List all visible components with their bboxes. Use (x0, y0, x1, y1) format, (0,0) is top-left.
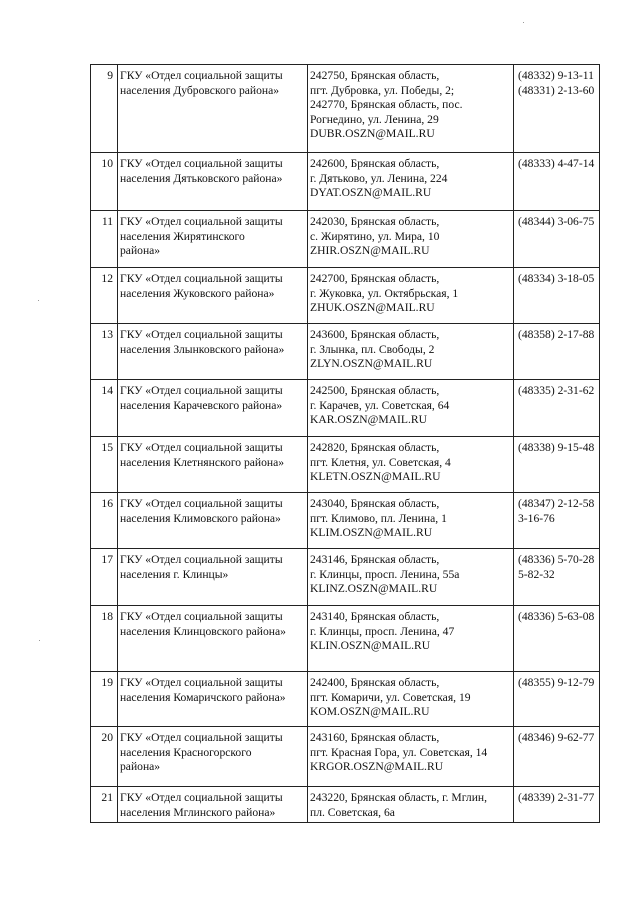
table-row (91, 65, 600, 153)
office-name-line: населения Клетнянского района» (120, 455, 285, 469)
email-address: KLIN.OSZN@MAIL.RU (310, 639, 431, 653)
office-name-line: ГКУ «Отдел социальной защиты (120, 328, 283, 341)
scan-speck (523, 22, 524, 23)
office-name-line: ГКУ «Отдел социальной защиты (120, 272, 283, 285)
phone-number: (48344) 3-06-75 (518, 215, 595, 228)
office-name-line: населения Дятьковского района» (120, 171, 283, 185)
office-name-line: населения Мглинского района» (120, 805, 276, 819)
phone-cell (514, 268, 600, 324)
office-name-cell (118, 324, 308, 380)
table-row (91, 549, 600, 606)
address-cell (308, 787, 514, 823)
office-name-line: района» (120, 244, 161, 258)
office-name-line: ГКУ «Отдел социальной защиты (120, 553, 283, 566)
table-row (91, 324, 600, 380)
office-name-cell (118, 437, 308, 493)
phone-cell (514, 380, 600, 437)
office-name-line: населения Красногорского (120, 745, 252, 759)
office-name-cell (118, 787, 308, 823)
address-line: 243040, Брянская область, (310, 497, 440, 510)
table-row (91, 493, 600, 549)
address-cell (308, 268, 514, 324)
address-cell (308, 211, 514, 268)
address-line: 242750, Брянская область, (310, 69, 440, 82)
table-row (91, 268, 600, 324)
table-body (91, 65, 600, 823)
address-line: пл. Советская, 6а (310, 805, 395, 819)
phone-number: (48355) 9-12-79 (518, 676, 595, 689)
table-row (91, 606, 600, 672)
address-line: с. Жирятино, ул. Мира, 10 (310, 229, 440, 243)
office-name-cell (118, 211, 308, 268)
row-number: 16 (91, 493, 118, 549)
office-name-cell (118, 153, 308, 211)
office-name-line: населения Комаричского района» (120, 690, 286, 704)
email-address: ZHIR.OSZN@MAIL.RU (310, 244, 430, 258)
office-name-line: населения Злынковского района» (120, 342, 285, 356)
table-row (91, 211, 600, 268)
row-number: 9 (91, 65, 118, 153)
office-name-line: ГКУ «Отдел социальной защиты (120, 731, 283, 744)
address-cell (308, 727, 514, 787)
phone-cell (514, 493, 600, 549)
address-line: г. Жуковка, ул. Октябрьская, 1 (310, 286, 459, 300)
address-cell (308, 606, 514, 672)
address-line: 242700, Брянская область, (310, 272, 440, 285)
address-cell (308, 672, 514, 727)
address-line: Рогнедино, ул. Ленина, 29 (310, 112, 439, 126)
social-protection-offices-table (90, 64, 600, 823)
row-number: 13 (91, 324, 118, 380)
office-name-line: района» (120, 760, 161, 774)
phone-number: (48336) 5-70-28 5-82-32 (518, 553, 595, 581)
address-cell (308, 549, 514, 606)
phone-number: (48332) 9-13-11 (518, 69, 594, 82)
phone-number: (48334) 3-18-05 (518, 272, 595, 285)
table-row (91, 153, 600, 211)
office-name-line: населения Жуковского района» (120, 286, 275, 300)
scan-speck (39, 640, 40, 641)
email-address: ZLYN.OSZN@MAIL.RU (310, 357, 433, 371)
phone-cell (514, 211, 600, 268)
address-cell (308, 493, 514, 549)
phone-number: (48347) 2-12-58 3-16-76 (518, 497, 595, 525)
row-number: 17 (91, 549, 118, 606)
address-line: пгт. Комаричи, ул. Советская, 19 (310, 690, 471, 704)
office-name-cell (118, 493, 308, 549)
office-name-line: населения Карачевского района» (120, 398, 283, 412)
address-line: 243146, Брянская область, (310, 553, 440, 566)
address-line: пгт. Красная Гора, ул. Советская, 14 (310, 745, 488, 759)
email-address: ZHUK.OSZN@MAIL.RU (310, 301, 435, 315)
phone-cell (514, 437, 600, 493)
address-line: 242770, Брянская область, пос. (310, 98, 463, 112)
address-line: пгт. Клетня, ул. Советская, 4 (310, 455, 451, 469)
office-name-line: населения Климовского района» (120, 511, 281, 525)
email-address: KLETN.OSZN@MAIL.RU (310, 470, 441, 484)
address-line: 243600, Брянская область, (310, 328, 440, 341)
address-cell (308, 437, 514, 493)
table-row (91, 727, 600, 787)
address-line: г. Карачев, ул. Советская, 64 (310, 398, 450, 412)
office-name-line: ГКУ «Отдел социальной защиты (120, 791, 283, 804)
phone-cell (514, 606, 600, 672)
office-name-cell (118, 549, 308, 606)
phone-number: (48338) 9-15-48 (518, 441, 595, 454)
address-line: 243140, Брянская область, (310, 610, 440, 623)
address-line: г. Клинцы, просп. Ленина, 47 (310, 624, 455, 638)
phone-cell (514, 549, 600, 606)
row-number: 14 (91, 380, 118, 437)
address-line: пгт. Климово, пл. Ленина, 1 (310, 511, 447, 525)
email-address: DUBR.OSZN@MAIL.RU (310, 127, 435, 141)
office-name-line: населения Дубровского района» (120, 83, 280, 97)
address-line: 243160, Брянская область, (310, 731, 440, 744)
email-address: KOM.OSZN@MAIL.RU (310, 705, 430, 719)
table-row (91, 437, 600, 493)
phone-cell (514, 153, 600, 211)
address-line: 242820, Брянская область, (310, 441, 440, 454)
office-name-line: населения Клинцовского района» (120, 624, 286, 638)
office-name-line: ГКУ «Отдел социальной защиты (120, 215, 283, 228)
row-number: 15 (91, 437, 118, 493)
table-row (91, 380, 600, 437)
office-name-line: ГКУ «Отдел социальной защиты (120, 441, 283, 454)
phone-cell (514, 787, 600, 823)
phone-number: (48335) 2-31-62 (518, 384, 595, 397)
office-name-cell (118, 727, 308, 787)
address-line: 242400, Брянская область, (310, 676, 440, 689)
address-line: 242030, Брянская область, (310, 215, 440, 228)
address-cell (308, 324, 514, 380)
address-cell (308, 153, 514, 211)
address-line: пгт. Дубровка, ул. Победы, 2; (310, 83, 455, 97)
row-number: 12 (91, 268, 118, 324)
office-name-line: ГКУ «Отдел социальной защиты (120, 676, 283, 689)
scan-speck (38, 300, 39, 301)
phone-cell (514, 324, 600, 380)
office-name-cell (118, 65, 308, 153)
phone-number: (48346) 9-62-77 (518, 731, 595, 744)
phone-cell (514, 727, 600, 787)
office-name-line: ГКУ «Отдел социальной защиты (120, 384, 283, 397)
row-number: 20 (91, 727, 118, 787)
office-name-cell (118, 380, 308, 437)
address-cell (308, 380, 514, 437)
address-line: 242500, Брянская область, (310, 384, 440, 397)
office-name-line: ГКУ «Отдел социальной защиты (120, 610, 283, 623)
row-number: 19 (91, 672, 118, 727)
office-name-cell (118, 672, 308, 727)
office-name-line: населения г. Клинцы» (120, 567, 229, 581)
office-name-cell (118, 268, 308, 324)
email-address: KRGOR.OSZN@MAIL.RU (310, 760, 444, 774)
table-row (91, 787, 600, 823)
row-number: 11 (91, 211, 118, 268)
row-number: 21 (91, 787, 118, 823)
phone-number: (48339) 2-31-77 (518, 791, 595, 804)
office-name-cell (118, 606, 308, 672)
address-cell (308, 65, 514, 153)
address-line: 242600, Брянская область, (310, 157, 440, 170)
phone-cell (514, 672, 600, 727)
office-name-line: ГКУ «Отдел социальной защиты (120, 497, 283, 510)
office-name-line: ГКУ «Отдел социальной защиты (120, 69, 283, 82)
address-line: г. Дятьково, ул. Ленина, 224 (310, 171, 448, 185)
row-number: 18 (91, 606, 118, 672)
email-address: KAR.OSZN@MAIL.RU (310, 413, 427, 427)
phone-number: (48331) 2-13-60 (518, 83, 595, 97)
phone-cell (514, 65, 600, 153)
email-address: KLINZ.OSZN@MAIL.RU (310, 582, 438, 596)
office-name-line: ГКУ «Отдел социальной защиты (120, 157, 283, 170)
address-line: г. Злынка, пл. Свободы, 2 (310, 342, 435, 356)
phone-number: (48336) 5-63-08 (518, 610, 595, 623)
address-line: 243220, Брянская область, г. Мглин, (310, 791, 487, 804)
address-line: г. Клинцы, просп. Ленина, 55а (310, 567, 460, 581)
table-row (91, 672, 600, 727)
office-name-line: населения Жирятинского (120, 229, 245, 243)
phone-number: (48333) 4-47-14 (518, 157, 595, 170)
email-address: DYAT.OSZN@MAIL.RU (310, 186, 432, 200)
row-number: 10 (91, 153, 118, 211)
email-address: KLIM.OSZN@MAIL.RU (310, 526, 433, 540)
phone-number: (48358) 2-17-88 (518, 328, 595, 341)
